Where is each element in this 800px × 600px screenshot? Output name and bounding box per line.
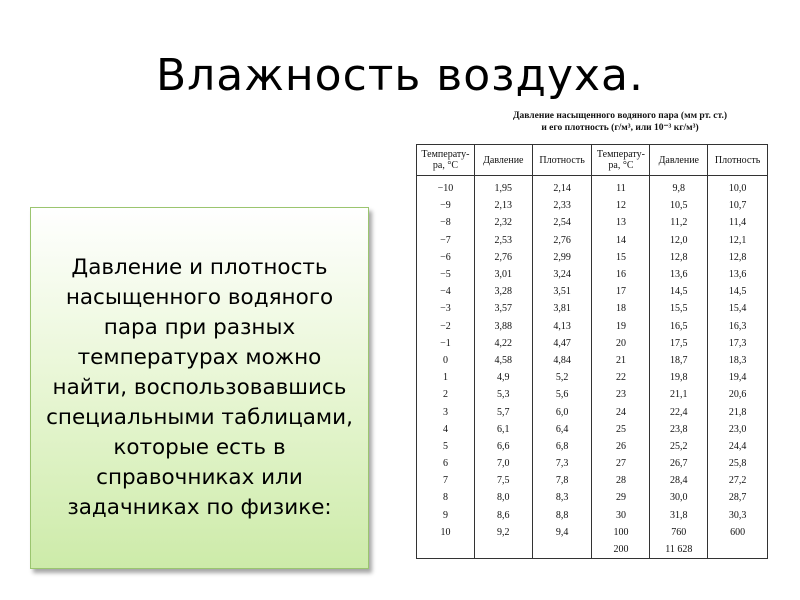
cell-density-1: 2,33 [532,197,592,214]
cell-temperature-2: 26 [592,438,650,455]
table-row [417,472,768,489]
table-caption-line-2: и его плотность (г/м³, или 10⁻³ кг/м³) [541,123,699,133]
cell-temperature-2: 30 [592,507,650,524]
cell-density-1: 2,76 [532,232,592,249]
cell-temperature-1: −3 [417,300,475,317]
cell-pressure-1: 6,1 [474,421,532,438]
cell-density-1: 5,6 [532,386,592,403]
table-row [417,318,768,335]
cell-temperature-1: 2 [417,386,475,403]
cell-pressure-2: 9,8 [650,176,708,198]
cell-density-2: 25,8 [708,455,768,472]
cell-density-1: 6,8 [532,438,592,455]
cell-density-2: 10,0 [708,176,768,198]
table-row [417,335,768,352]
cell-temperature-1: 0 [417,352,475,369]
cell-temperature-2: 27 [592,455,650,472]
cell-density-2: 21,8 [708,403,768,420]
table-row [417,352,768,369]
cell-temperature-1: −4 [417,283,475,300]
table-row [417,386,768,403]
cell-pressure-2: 13,6 [650,266,708,283]
cell-pressure-1: 3,57 [474,300,532,317]
cell-pressure-2: 31,8 [650,507,708,524]
cell-temperature-2: 13 [592,214,650,231]
cell-pressure-1: 2,13 [474,197,532,214]
cell-density-1: 8,3 [532,489,592,506]
table-body [417,176,768,559]
cell-density-2: 20,6 [708,386,768,403]
cell-temperature-1: 9 [417,507,475,524]
cell-density-2: 24,4 [708,438,768,455]
cell-pressure-1: 7,0 [474,455,532,472]
cell-density-2: 12,8 [708,249,768,266]
cell-temperature-2: 28 [592,472,650,489]
cell-pressure-1: 3,28 [474,283,532,300]
cell-pressure-1: 8,0 [474,489,532,506]
table-row [417,266,768,283]
cell-pressure-2: 21,1 [650,386,708,403]
cell-pressure-1: 4,22 [474,335,532,352]
cell-density-1: 6,0 [532,403,592,420]
cell-pressure-1: 6,6 [474,438,532,455]
table-row [417,232,768,249]
cell-pressure-2: 30,0 [650,489,708,506]
cell-pressure-1 [474,541,532,559]
cell-density-2: 30,3 [708,507,768,524]
cell-pressure-2: 12,0 [650,232,708,249]
cell-density-1: 5,2 [532,369,592,386]
cell-pressure-1: 2,32 [474,214,532,231]
cell-pressure-2: 19,8 [650,369,708,386]
table-caption-line-1: Давление насыщенного водяного пара (мм рт. ст.) [513,111,727,121]
table-header-row [417,145,768,176]
cell-temperature-2: 29 [592,489,650,506]
cell-temperature-2: 11 [592,176,650,198]
cell-density-1: 4,84 [532,352,592,369]
cell-density-1 [532,541,592,559]
cell-pressure-2: 26,7 [650,455,708,472]
header-temperature-2: Температу-ра, °С [592,145,650,176]
cell-temperature-1: 8 [417,489,475,506]
cell-temperature-1: 7 [417,472,475,489]
cell-density-2: 12,1 [708,232,768,249]
table-row [417,524,768,541]
table-row [417,300,768,317]
cell-density-2: 18,3 [708,352,768,369]
table-row [417,489,768,506]
cell-pressure-2: 28,4 [650,472,708,489]
header-density-2: Плотность [708,145,768,176]
cell-temperature-2: 22 [592,369,650,386]
header-density-1: Плотность [532,145,592,176]
cell-temperature-2: 16 [592,266,650,283]
cell-pressure-1: 8,6 [474,507,532,524]
cell-density-1: 4,47 [532,335,592,352]
cell-density-1: 4,13 [532,318,592,335]
table-caption [470,110,770,134]
cell-temperature-1: −5 [417,266,475,283]
cell-density-1: 6,4 [532,421,592,438]
cell-pressure-1: 9,2 [474,524,532,541]
cell-pressure-2: 11 628 [650,541,708,559]
cell-density-1: 3,51 [532,283,592,300]
cell-temperature-1: 5 [417,438,475,455]
saturated-vapor-table-figure [410,110,770,570]
cell-temperature-2: 18 [592,300,650,317]
cell-temperature-1: −10 [417,176,475,198]
cell-temperature-2: 19 [592,318,650,335]
table-row [417,541,768,559]
cell-density-2: 13,6 [708,266,768,283]
cell-density-1: 7,3 [532,455,592,472]
info-text: Давление и плотность насыщенного водяного пара при разных температурах можно найти, воспользовавшись специальными таблицами, которые есть в справочниках или задачниках по физике: [46,255,353,520]
cell-density-1: 3,81 [532,300,592,317]
cell-pressure-1: 2,76 [474,249,532,266]
cell-temperature-2: 12 [592,197,650,214]
cell-temperature-1: −6 [417,249,475,266]
table-row [417,369,768,386]
table-row [417,507,768,524]
cell-density-1: 2,14 [532,176,592,198]
cell-pressure-2: 14,5 [650,283,708,300]
slide-title: Влажность воздуха. [155,50,645,101]
table-row [417,283,768,300]
cell-pressure-1: 5,7 [474,403,532,420]
cell-temperature-1: 10 [417,524,475,541]
cell-pressure-1: 3,01 [474,266,532,283]
cell-pressure-2: 11,2 [650,214,708,231]
table-row [417,214,768,231]
cell-pressure-2: 22,4 [650,403,708,420]
cell-temperature-1: −9 [417,197,475,214]
cell-temperature-2: 25 [592,421,650,438]
cell-pressure-2: 12,8 [650,249,708,266]
cell-pressure-1: 3,88 [474,318,532,335]
cell-density-2: 11,4 [708,214,768,231]
cell-density-2: 10,7 [708,197,768,214]
cell-density-1: 2,99 [532,249,592,266]
cell-pressure-2: 18,7 [650,352,708,369]
cell-density-2: 28,7 [708,489,768,506]
cell-pressure-2: 23,8 [650,421,708,438]
table-row [417,176,768,198]
cell-density-1: 2,54 [532,214,592,231]
cell-density-2: 14,5 [708,283,768,300]
header-pressure-1: Давление [474,145,532,176]
cell-pressure-2: 17,5 [650,335,708,352]
cell-temperature-2: 21 [592,352,650,369]
cell-temperature-2: 14 [592,232,650,249]
cell-temperature-1: −8 [417,214,475,231]
table-row [417,455,768,472]
cell-temperature-1: −2 [417,318,475,335]
cell-pressure-2: 15,5 [650,300,708,317]
cell-density-2: 19,4 [708,369,768,386]
cell-temperature-1: −7 [417,232,475,249]
cell-density-2: 16,3 [708,318,768,335]
header-pressure-2: Давление [650,145,708,176]
cell-temperature-2: 23 [592,386,650,403]
info-text-box [30,207,369,569]
cell-pressure-2: 10,5 [650,197,708,214]
cell-density-2: 17,3 [708,335,768,352]
cell-density-2 [708,541,768,559]
cell-temperature-1 [417,541,475,559]
cell-pressure-2: 25,2 [650,438,708,455]
table-row [417,249,768,266]
cell-density-1: 7,8 [532,472,592,489]
cell-density-1: 3,24 [532,266,592,283]
table-row [417,421,768,438]
cell-density-2: 600 [708,524,768,541]
cell-pressure-2: 16,5 [650,318,708,335]
table-row [417,438,768,455]
cell-temperature-2: 20 [592,335,650,352]
cell-temperature-1: −1 [417,335,475,352]
cell-temperature-2: 15 [592,249,650,266]
cell-pressure-2: 760 [650,524,708,541]
cell-temperature-1: 4 [417,421,475,438]
cell-pressure-1: 2,53 [474,232,532,249]
cell-density-2: 27,2 [708,472,768,489]
cell-temperature-1: 1 [417,369,475,386]
cell-density-2: 23,0 [708,421,768,438]
cell-pressure-1: 7,5 [474,472,532,489]
cell-temperature-2: 24 [592,403,650,420]
cell-density-1: 8,8 [532,507,592,524]
table-row [417,403,768,420]
table-row [417,197,768,214]
cell-temperature-2: 100 [592,524,650,541]
header-temperature-1: Температу-ра, °С [417,145,475,176]
cell-temperature-1: 6 [417,455,475,472]
cell-pressure-1: 5,3 [474,386,532,403]
cell-temperature-1: 3 [417,403,475,420]
cell-pressure-1: 4,58 [474,352,532,369]
saturated-vapor-table [416,144,768,559]
cell-pressure-1: 1,95 [474,176,532,198]
cell-density-2: 15,4 [708,300,768,317]
cell-temperature-2: 200 [592,541,650,559]
cell-pressure-1: 4,9 [474,369,532,386]
cell-density-1: 9,4 [532,524,592,541]
cell-temperature-2: 17 [592,283,650,300]
